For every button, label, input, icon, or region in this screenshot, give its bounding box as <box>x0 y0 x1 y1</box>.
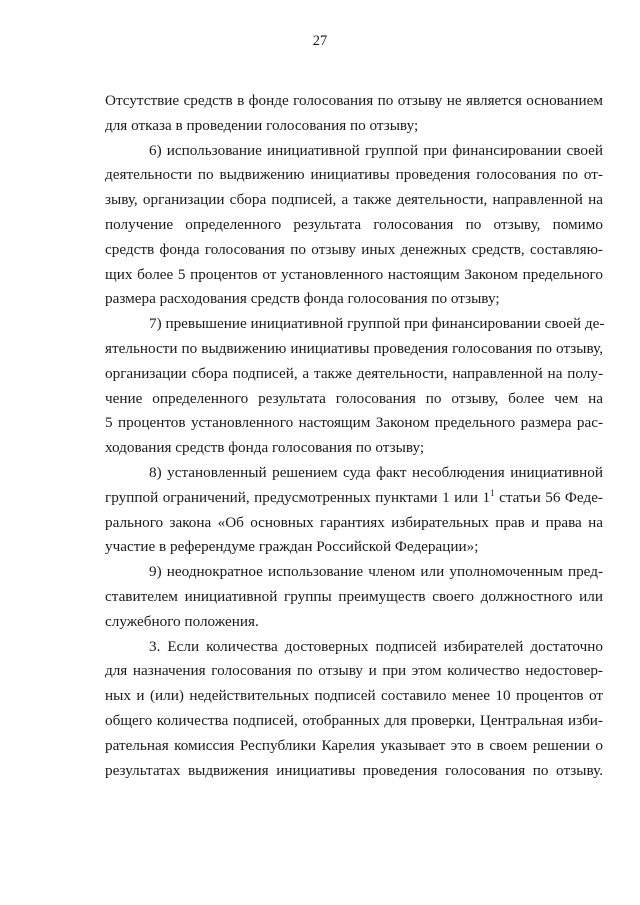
paragraph-continuation <box>105 89 603 139</box>
text-line: деятельности по выдвижению инициативы проведения голосования по от- <box>105 166 603 184</box>
text-line: для назначения голосования по отзыву и при этом количество недостовер- <box>105 662 603 680</box>
text-line-with-superscript <box>105 486 603 511</box>
document-body <box>105 89 603 783</box>
text-line: 7) превышение инициативной группой при финансировании своей де- <box>149 315 605 333</box>
text-line: рательная комиссия Республики Карелия указывает это в своем решении о <box>105 736 603 754</box>
page-number: 27 <box>312 33 328 49</box>
text-line: рального закона «Об основных гарантиях избирательных прав и права на <box>105 513 603 531</box>
text-line: общего количества подписей, отобранных для проверки, Центральная изби- <box>105 711 603 729</box>
text-line: организации сбора подписей, а также деятельности, направленной на полу- <box>105 364 603 382</box>
text-line: Отсутствие средств в фонде голосования по отзыву не является основанием <box>105 92 603 109</box>
text-line: результатах выдвижения инициативы проведения голосования по отзыву. <box>105 761 603 779</box>
text-line: ходования средств фонда голосования по отзыву; <box>105 439 425 457</box>
superscript: 1 <box>490 487 495 498</box>
clause-3 <box>105 635 603 784</box>
text-line: зыву, организации сбора подписей, а также деятельности, направленной на <box>105 191 603 209</box>
text-line: щих более 5 процентов от установленного настоящим Законом предельного <box>105 265 603 283</box>
text-line: получение определенного результата голосования по отзыву, помимо <box>105 215 603 233</box>
text-line: служебного положения. <box>105 612 259 630</box>
text-fragment: группой ограничений, предусмотренных пунктами 1 или 1 <box>105 488 491 506</box>
text-line: чение определенного результата голосования по отзыву, более чем на <box>105 389 603 407</box>
text-line: ных и (или) недействительных подписей составило менее 10 процентов от <box>105 687 603 705</box>
list-item-7 <box>105 312 603 461</box>
text-line: ятельности по выдвижению инициативы проведения голосования по отзыву, <box>105 339 603 357</box>
list-item-9 <box>105 560 603 634</box>
text-line: для отказа в проведении голосования по отзыву; <box>105 116 419 134</box>
list-item-8 <box>105 461 603 560</box>
text-line: размера расходования средств фонда голосования по отзыву; <box>105 290 500 308</box>
text-line: 3. Если количества достоверных подписей избирателей достаточно <box>149 637 603 655</box>
text-line: средств фонда голосования по отзыву иных денежных средств, составляю- <box>105 240 603 258</box>
text-line: участие в референдуме граждан Российской Федерации»; <box>105 538 479 556</box>
list-item-6 <box>105 139 603 313</box>
text-line: 5 процентов установленного настоящим Законом предельного размера рас- <box>105 414 603 432</box>
text-line: ставителем инициативной группы преимуществ своего должностного или <box>105 587 603 605</box>
text-line: 6) использование инициативной группой при финансировании своей <box>149 141 603 159</box>
text-line: 8) установленный решением суда факт несоблюдения инициативной <box>149 463 603 481</box>
text-line: 9) неоднократное использование членом или уполномоченным пред- <box>149 563 603 581</box>
text-fragment: статьи 56 Феде- <box>494 488 603 506</box>
